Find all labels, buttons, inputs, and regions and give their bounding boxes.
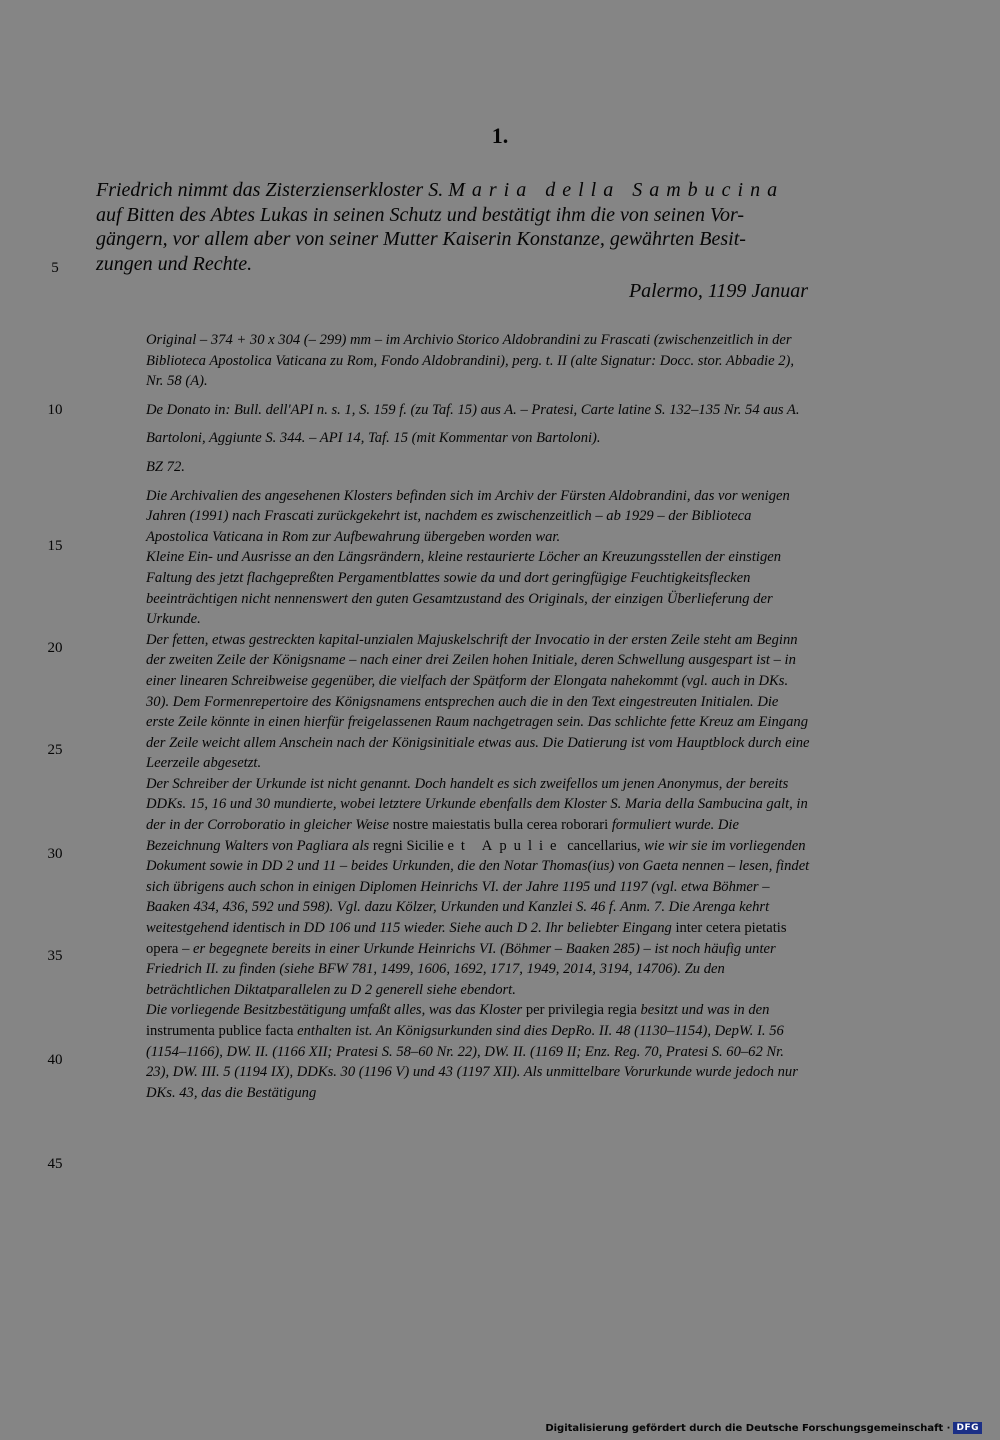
line-number-5: 5 bbox=[51, 260, 59, 276]
funding-footer bbox=[545, 1422, 982, 1434]
text-run: enthalten ist. An Königsurkunden sind dies DepRo. II. 48 (1130–1154), DepW. I. 56 (1154–1166), DW. II. (1166 XII; Pratesi S. 58–60 Nr. 22), DW. II. (1169 II; Enz. Reg. 70, Pratesi S. 60–62 Nr. 23), DW. III. 5 (1194 IX), DDKs. 30 (1196 V) und 43 (1197 XII). Als unmittelbare Vorurkunde wurde jedoch nur DKs. 43, das die Bestätigung bbox=[146, 1023, 798, 1101]
footer-text: Digitalisierung gefördert durch die Deutsche Forschungsgemeinschaft · bbox=[545, 1422, 951, 1434]
line-number-35: 35 bbox=[47, 948, 63, 964]
text-run: – er begegnete bereits in einer Urkunde Heinrichs VI. (Böhmer – Baaken 285) – ist noch häufig unter Friedrich II. zu finden (siehe BFW 781, 1499, 1606, 1692, 1717, 1949, 2014, 3194, 14706). Zu den beträchtlichen Diktatparallelen zu D 2 generell siehe ebendort. bbox=[146, 940, 776, 998]
text-run: formuliert wurde. Die Bezeichnung Walters von Pagliara als bbox=[146, 817, 739, 854]
line-number-30: 30 bbox=[47, 846, 63, 862]
line-number-20: 20 bbox=[47, 640, 63, 656]
text-run: wie wir sie im vorliegenden Dokument sowie in DD 2 und 11 – beides Urkunden, die den Notar Thomas(ius) von Gaeta nennen – lesen, findet sich übrigens auch schon in einigen Diplomen Heinrichs VI. der Jahre 1195 und 1197 (vgl. etwa Böhmer – Baaken 434, 436, 592 und 598). Vgl. dazu Kölzer, Urkunden und Kanzlei S. 46 f. Anm. 7. Die Arenga kehrt weitestgehend identisch in DD 106 und 115 wieder. Siehe auch D 2. Ihr beliebter Eingang bbox=[146, 837, 810, 937]
dfg-logo: DFG bbox=[953, 1422, 982, 1434]
regest bbox=[96, 178, 808, 276]
dateline: Palermo, 1199 Januar bbox=[628, 280, 808, 302]
quoted-latin: cancellarius, bbox=[563, 837, 641, 854]
regest-line-1 bbox=[96, 178, 808, 203]
line-number-15: 15 bbox=[47, 538, 63, 554]
text-run: Der Schreiber der Urkunde ist nicht genannt. Doch handelt es sich zweifellos um jenen Anonymus, der bereits DDKs. 15, 16 und 30 mundierte, wobei letztere Urkunde ebenfalls dem Kloster S. Maria della Sambucina galt, in der in der Corroboratio in gleicher Weise bbox=[146, 775, 808, 834]
quoted-latin: nostre maiestatis bulla cerea roborari bbox=[392, 817, 609, 834]
document-number: 1. bbox=[491, 123, 509, 148]
commentary bbox=[146, 330, 810, 1103]
quoted-latin: inter cetera pietatis opera bbox=[146, 920, 787, 957]
quoted-latin: per privilegia regia bbox=[525, 1002, 637, 1019]
regest-line-4: zungen und Rechte. bbox=[96, 252, 253, 275]
regest-spaced-name: Maria della Sambucina bbox=[448, 179, 785, 201]
regest-line-2: auf Bitten des Abtes Lukas in seinen Schutz und bestätigt ihm die von seinen Vor- bbox=[96, 203, 745, 226]
commentary-archive: Die Archivalien des angesehenen Klosters befinden sich im Archiv der Fürsten Aldobrandini, das vor wenigen Jahren (1991) nach Frascati zurückgekehrt ist, nachdem es zwischenzeitlich – ab 1929 – der Biblioteca Apostolica Vaticana in Rom zur Aufbewahrung übergeben worden war. bbox=[146, 487, 790, 545]
quoted-latin: instrumenta publice facta bbox=[146, 1023, 294, 1039]
commentary-script: Der fetten, etwas gestreckten kapital-unzialen Majuskelschrift der Invocatio in der ersten Zeile steht am Beginn der zweiten Zeile der Königsname – nach einer drei Zeilen hohen Initiale, deren Schwellung ausgespart ist – in einer linearen Schreibweise gegenüber, die vielfach der Spätform der Elongata nahekommt (vgl. auch in DKs. 30). Dem Formenrepertoire des Königsnamens entsprechen auch die in den Text eingestreuten Initialen. Die erste Zeile könnte in einen hierfür freigelassenen Raum nachgetragen sein. Das schlichte fette Kreuz am Eingang der Zeile weicht allem Anschein nach der Königsinitiale etwas aus. Die Datierung ist vom Hauptblock durch eine Leerzeile abgesetzt. bbox=[146, 631, 810, 772]
line-number-25: 25 bbox=[47, 742, 63, 758]
commentary-editions: De Donato in: Bull. dell'API n. s. 1, S. 159 f. (zu Taf. 15) aus A. – Pratesi, Carte latine S. 132–135 Nr. 54 aus A. bbox=[146, 401, 800, 418]
line-number-45: 45 bbox=[47, 1156, 63, 1172]
text-run: besitzt und was in den bbox=[636, 1002, 770, 1019]
text-run: Die vorliegende Besitzbestätigung umfaßt alles, was das Kloster bbox=[146, 1002, 526, 1019]
commentary-regest-ref: BZ 72. bbox=[146, 458, 185, 475]
line-number-40: 40 bbox=[47, 1052, 63, 1068]
quoted-latin-spaced: et Apulie bbox=[447, 837, 564, 854]
commentary-possessions bbox=[146, 1000, 810, 1103]
commentary-condition: Kleine Ein- und Ausrisse an den Längsrändern, kleine restaurierte Löcher an Kreuzungsstellen der einstigen Faltung des jetzt flachgepreßten Pergamentblattes sowie da und dort geringfügige Feuchtigkeitsflecken beeinträchtigen nicht nennenswert den guten Gesamtzustand des Originals, der einzigen Überlieferung der Urkunde. bbox=[146, 549, 782, 628]
line-number-10: 10 bbox=[47, 402, 63, 418]
commentary-facsimile: Bartoloni, Aggiunte S. 344. – API 14, Taf. 15 (mit Kommentar von Bartoloni). bbox=[146, 430, 601, 447]
commentary-original: Original – 374 + 30 x 304 (– 299) mm – im Archivio Storico Aldobrandini zu Frascati (zwischenzeitlich in der Biblioteca Apostolica Vaticana zu Rom, Fondo Aldobrandini), perg. t. II (alte Signatur: Docc. stor. Abbadie 2), Nr. 58 (A). bbox=[146, 332, 795, 390]
regest-line-3: gängern, vor allem aber von seiner Mutter Kaiserin Konstanze, gewährten Besit- bbox=[96, 228, 746, 250]
regest-line-1-text: Friedrich nimmt das Zisterzienserkloster S. bbox=[96, 179, 449, 201]
quoted-latin: regni Sicilie bbox=[372, 837, 448, 854]
commentary-scribe bbox=[146, 774, 810, 1001]
